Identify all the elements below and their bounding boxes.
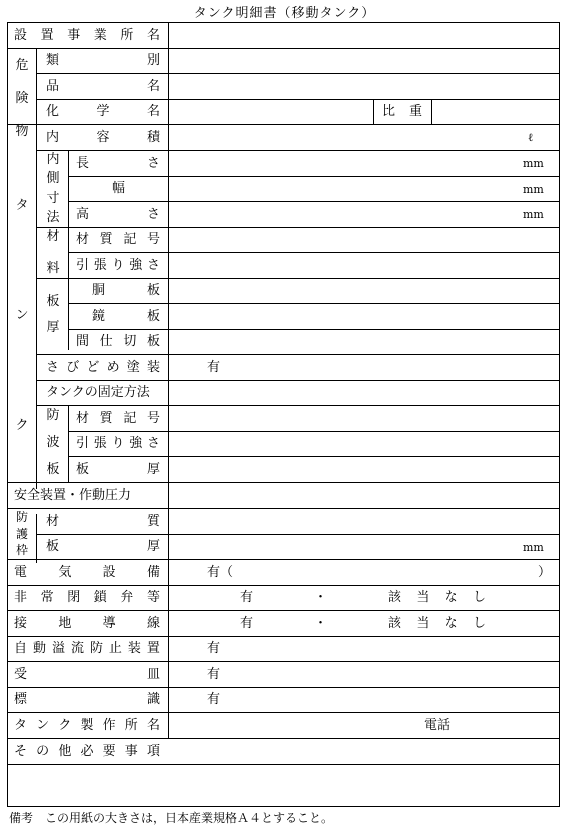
material-group-label: 材 料 [46,229,60,276]
width-label: 幅 [112,181,126,196]
rustproof-coating-label: さ び ど め 塗 装 [46,360,160,375]
baffle-tensile-strength-label: 引 張 り 強 さ [76,436,160,451]
drip-pan-value: 有 [207,667,221,682]
guard-thickness-label: 板 厚 [46,539,160,554]
footnote: 備考 この用紙の大きさは，日本産業規格Ａ４とすること。 [9,811,334,825]
capacity-label: 内 容 積 [46,130,160,145]
height-unit: mm [523,208,544,221]
width-unit: mm [523,183,544,196]
tank-group-label: タ ン ク [15,198,29,433]
electrical-value-open: 有（ [207,565,234,580]
specific-gravity-label: 比 重 [382,104,422,119]
guard-thickness-unit: mm [523,541,544,554]
shell-plate-label: 胴 板 [92,283,160,298]
grounding-label: 接 地 導 線 [14,616,160,631]
height-label: 高 さ [76,207,160,222]
length-unit: mm [523,157,544,170]
phone-label: 電話 [424,718,451,733]
manufacturer-label: タ ン ク 製 作 所 名 [14,718,160,733]
baffle-thickness-label: 板 厚 [76,462,160,477]
capacity-unit: ℓ [528,131,534,144]
page-title: タンク明細書（移動タンク） [193,6,376,21]
tensile-strength-label: 引 張 り 強 さ [76,258,160,273]
material-code-label: 材 質 記 号 [76,232,160,247]
gravity-divider-left [373,99,374,124]
grounding-yes: 有 [240,616,254,631]
end-plate-label: 鏡 板 [92,309,160,324]
emergency-valve-yes: 有 [240,590,254,605]
baffle-material-code-label: 材 質 記 号 [76,411,160,426]
sign-label: 標 識 [14,692,160,707]
length-label: 長 さ [76,156,160,171]
emergency-valve-none: 該 当 な し [388,590,486,605]
hazmat-class-label: 類 別 [46,53,160,68]
tank-form-table [7,22,560,807]
inner-dimension-group-label: 内 側 寸 法 [46,152,60,225]
electrical-label: 電 気 設 備 [14,565,160,580]
subgroup-col-divider-b [68,405,69,482]
hazmat-group-label: 危 険 物 [15,57,29,140]
other-label: そ の 他 必 要 事 項 [14,744,160,759]
overflow-prevention-label: 自 動 溢 流 防 止 装 置 [14,641,160,656]
subgroup-col-divider-a [68,150,69,350]
electrical-value-close: ） [538,565,552,580]
overflow-prevention-value: 有 [207,641,221,656]
group-col-divider-a [36,48,37,489]
grounding-dot: ・ [314,616,328,631]
thickness-group-label: 板 厚 [46,294,60,335]
drip-pan-label: 受 皿 [14,667,160,682]
partition-plate-label: 間 仕 切 板 [76,334,160,349]
guard-material-label: 材 質 [46,514,160,529]
rustproof-value: 有 [207,360,221,375]
sign-value: 有 [207,692,221,707]
gravity-divider-right [431,99,432,124]
guard-group-label: 防 護 枠 [15,510,28,557]
emergency-valve-label: 非 常 閉 鎖 弁 等 [14,590,160,605]
grounding-none: 該 当 な し [388,616,486,631]
fixing-method-label: タンクの固定方法 [46,385,150,400]
baffle-group-label: 防 波 板 [46,408,60,477]
installer-label: 設 置 事 業 所 名 [14,28,160,43]
safety-device-label: 安全装置・作動圧力 [14,488,132,503]
hazmat-item-label: 品 名 [46,79,160,94]
emergency-valve-dot: ・ [314,590,328,605]
group-col-divider-b [36,514,37,563]
hazmat-chemical-label: 化 学 名 [46,104,160,119]
